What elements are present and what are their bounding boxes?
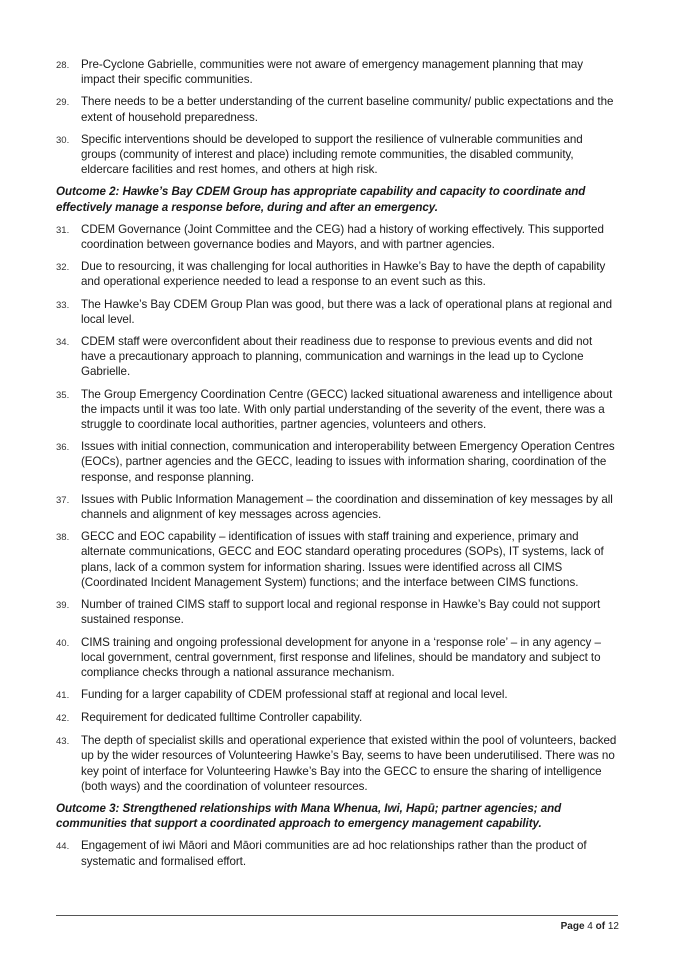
item-text: Issues with initial connection, communication and interoperability between Emergency Operation Centres (EOCs), partner agencies and the GECC, leading to issues with information sharing, coordination of the response, and response planning. [81,440,615,484]
item-number: 40. [56,637,70,649]
item-text: CDEM Governance (Joint Committee and the CEG) had a history of working effectively. This supported coordination between governance bodies and Mayors, and with partner agencies. [81,222,604,252]
item-number: 39. [56,600,70,612]
item-number: 28. [56,60,70,71]
outcome-2-heading: Outcome 2: Hawke’s Bay CDEM Group has appropriate capability and capacity to coordinate and effectively manage a response before, during and after an emergency. [56,185,586,214]
item-number: 38. [56,532,70,544]
item-text: There needs to be a better understanding of the current baseline community/ public expectations and the extent of household preparedness. [81,95,614,124]
item-number: 44. [56,841,70,853]
item-number: 35. [56,389,70,401]
item-text: The Hawke’s Bay CDEM Group Plan was good, but there was a lack of operational plans at regional and local level. [81,297,613,326]
of-label: of [595,921,606,932]
item-text: GECC and EOC capability – identification of issues with staff training and experience, primary and alternate communications, GECC and EOC standard operating procedures (SOPs), IT systems, lack of plans, lack of a common system for information sharing. Issues were identified across all CIMS (Coordinated Incident Management System) functions; and the interface between CIMS functions. [81,530,604,589]
item-text: The Group Emergency Coordination Centre (GECC) lacked situational awareness and intelligence about the impacts until it was too late. With only partial understanding of the severity of the event, there was a struggle to coordinate local authorities, partner agencies, volunteers and others. [81,387,613,432]
item-text: Pre-Cyclone Gabrielle, communities were not aware of emergency management planning that may impact their specific communities. [81,58,583,87]
outcome-3-heading: Outcome 3: Strengthened relationships with Mana Whenua, Iwi, Hapū; partner agencies; and communities that support a coordinated approach to emergency management capability. [56,801,562,831]
list-item [56,334,618,380]
list-item [56,387,618,433]
item-number: 41. [56,690,70,702]
item-text: The depth of specialist skills and operational experience that existed within the pool of volunteers, backed up by the wider resources of Volunteering Hawke’s Bay, seems to have been underutilised. There was no key point of interface for Volunteering Hawke’s Bay into the GECC to ensure the sharing of intelligence (both ways) and the coordination of volunteer resources. [81,734,617,793]
item-text: Issues with Public Information Management – the coordination and dissemination of key messages by all channels and alignment of key messages across agencies. [81,492,613,522]
page-label: Page [560,921,585,932]
list-item [56,259,618,289]
item-number: 37. [56,494,70,506]
item-text: Engagement of iwi Māori and Māori communities are ad hoc relationships rather than the product of systematic and formalised effort. [81,839,587,868]
page-footer [561,920,619,934]
item-number: 31. [56,224,70,236]
numbered-list-b [56,222,618,794]
item-text: CIMS training and ongoing professional development for anyone in a ‘response role’ – in any agency – local government, central government, first response and lifelines, should be mandatory and subject to compliance checks through a national assurance mechanism. [81,635,601,679]
item-number: 33. [56,299,70,311]
list-item [56,492,618,522]
item-number: 42. [56,713,70,725]
document-body [56,57,618,876]
list-item [56,297,618,327]
item-text: Requirement for dedicated fulltime Controller capability. [81,711,363,725]
list-item [56,635,618,681]
numbered-list-a [56,57,618,177]
item-number: 36. [56,442,70,454]
total-pages: 12 [607,921,619,932]
numbered-list-c [56,838,618,868]
item-number: 32. [56,262,70,274]
item-number: 30. [56,134,70,146]
item-number: 34. [56,337,70,349]
list-item [56,94,618,124]
item-text: Due to resourcing, it was challenging for local authorities in Hawke’s Bay to have the depth of capability and operational experience needed to lead a response to an event such as this. [81,260,606,289]
item-text: Funding for a larger capability of CDEM professional staff at regional and local level. [81,688,508,702]
footer-divider [56,915,618,916]
list-item [56,132,618,178]
list-item [56,687,618,703]
item-number: 43. [56,736,70,748]
list-item [56,439,618,485]
page-number: 4 [587,921,593,932]
list-item [56,597,618,627]
list-item [56,57,618,87]
list-item [56,838,618,868]
list-item [56,222,618,252]
item-number: 29. [56,97,70,109]
item-text: Specific interventions should be developed to support the resilience of vulnerable communities and groups (community of interest and place) including remote communities, the disabled community, eldercare facilities and rest homes, and others at high risk. [81,132,583,177]
item-text: CDEM staff were overconfident about their readiness due to response to previous events and did not have a precautionary approach to planning, communication and warnings in the lead up to Cyclone Gabrielle. [81,335,593,379]
list-item [56,733,618,794]
item-text: Number of trained CIMS staff to support local and regional response in Hawke’s Bay could not support sustained response. [81,598,601,627]
list-item [56,529,618,590]
list-item [56,710,618,726]
